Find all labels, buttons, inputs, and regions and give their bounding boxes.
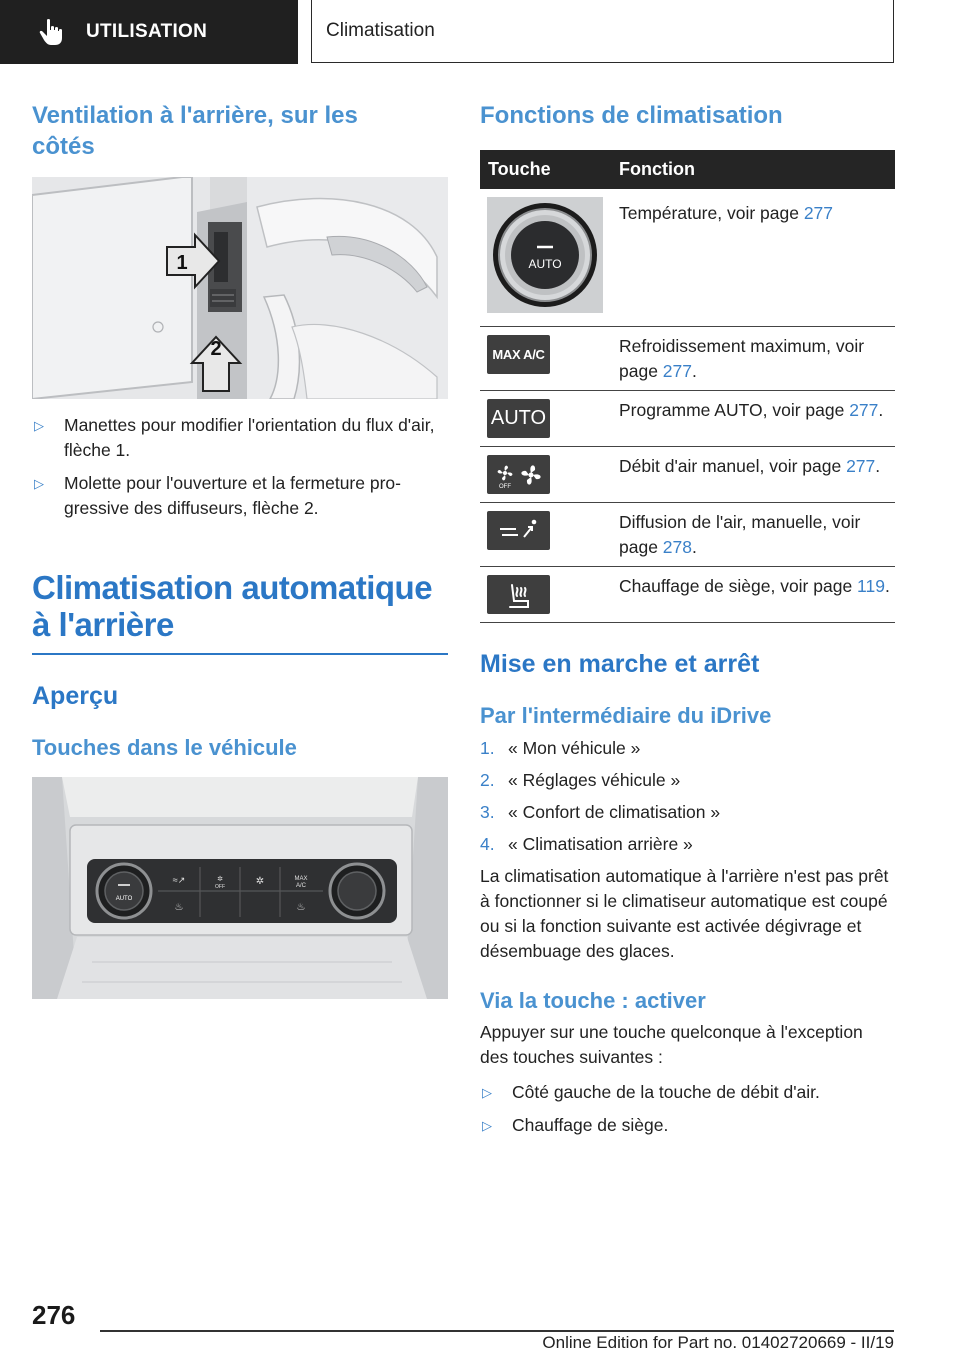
page-link[interactable]: 277	[846, 456, 876, 476]
heading-ventilation: Ventilation à l'arrière, sur les côtés	[32, 102, 358, 160]
table-row: AUTO Température, voir page 277	[480, 189, 895, 327]
page-link[interactable]: 278	[662, 537, 692, 557]
max-ac-icon: MAX A/C	[487, 335, 550, 374]
list-item: 3. « Confort de climatisation »	[480, 802, 721, 822]
heading-marche-arret: Mise en marche et arrêt	[480, 650, 760, 678]
section-title: UTILISATION	[86, 21, 208, 42]
list-item: ▷ Molette pour l'ouverture et la fermeture progressive des diffuseurs, flèche 2.	[32, 471, 448, 521]
svg-text:♨: ♨	[296, 901, 306, 913]
page-number: 276	[32, 1300, 76, 1330]
heading-climatisation-arriere: Climatisation automatique à l'arrière	[32, 569, 433, 643]
table-row: Diffusion de l'air, manuelle, voir page 278.	[480, 503, 895, 567]
list-item: 1. « Mon véhicule »	[480, 738, 641, 758]
fan-icon	[487, 455, 550, 494]
left-column	[32, 100, 448, 999]
temperature-knob-icon	[487, 197, 603, 313]
svg-text:✲: ✲	[255, 875, 265, 887]
functions-table	[480, 150, 895, 623]
table-row: Chauffage de siège, voir page 119.	[480, 567, 895, 623]
list-item: ▷ Chauffage de siège.	[480, 1113, 895, 1138]
footer-edition: Online Edition for Part no. 01402720669 - II/19	[542, 1333, 894, 1352]
svg-text:AUTO: AUTO	[528, 257, 562, 271]
door-vent-figure	[32, 177, 448, 399]
page-link[interactable]: 277	[662, 361, 692, 381]
panel-ac-label: A/C	[295, 882, 307, 889]
triangle-bullet-icon: ▷	[34, 476, 44, 491]
chapter-tab	[311, 0, 894, 63]
arrow-label-2: 2	[210, 338, 222, 360]
page-link[interactable]: 277	[849, 400, 879, 420]
column-header-fonction: Fonction	[619, 150, 895, 189]
steps-list	[480, 736, 895, 857]
column-header-touche: Touche	[480, 150, 619, 189]
panel-off-label: OFF	[215, 883, 225, 890]
arrow-label-1: 1	[176, 252, 188, 274]
heading-rule	[32, 653, 448, 655]
heading-apercu: Aperçu	[32, 681, 119, 710]
footer-rule	[100, 1330, 894, 1332]
svg-text:✲: ✲	[217, 875, 223, 883]
list-item: 4. « Climatisation arrière »	[480, 834, 693, 854]
panel-max-label: MAX	[294, 875, 308, 882]
table-row: MAX A/C Refroidissement maximum, voir page 277.	[480, 327, 895, 391]
list-item: ▷ Côté gauche de la touche de débit d'air.	[480, 1080, 895, 1105]
right-column	[480, 100, 895, 1138]
hand-pointer-icon	[38, 18, 64, 46]
page-header	[0, 0, 960, 66]
svg-text:♨: ♨	[174, 901, 184, 913]
svg-text:≈↗: ≈↗	[172, 874, 186, 885]
heading-via-touche: Via la touche : activer	[480, 988, 706, 1013]
triangle-bullet-icon: ▷	[482, 1085, 492, 1100]
heading-fonctions: Fonctions de climatisation	[480, 102, 783, 129]
page-link[interactable]: 277	[803, 203, 834, 223]
list-item: 2. « Réglages véhicule »	[480, 770, 681, 790]
air-distribution-icon	[487, 511, 550, 550]
triangle-bullet-icon: ▷	[482, 1118, 492, 1133]
page-link[interactable]: 119	[857, 576, 885, 596]
triangle-bullet-icon: ▷	[34, 418, 44, 433]
paragraph-not-ready: La climatisation automatique à l'arrière n'est pas prêt à fonctionner si le climatiseur automatique est coupé ou si la fonction suivante est activée dégivrage et désembuage des glaces.	[480, 866, 889, 961]
svg-text:OFF: OFF	[499, 483, 511, 490]
seat-heating-icon	[487, 575, 550, 614]
chapter-title: Climatisation	[326, 20, 435, 41]
list-item: ▷ Manettes pour modifier l'orientation du flux d'air, flèche 1.	[32, 413, 448, 463]
paragraph-via-touche: Appuyer sur une touche quelconque à l'exception des touches suivantes :	[480, 1022, 863, 1067]
table-row: OFF Débit d'air manuel, voir page 277.	[480, 447, 895, 503]
table-row: AUTO Programme AUTO, voir page 277.	[480, 391, 895, 447]
heading-idrive: Par l'intermédiaire du iDrive	[480, 703, 772, 728]
auto-icon: AUTO	[487, 399, 550, 438]
rear-panel-figure	[32, 777, 448, 999]
heading-touches: Touches dans le véhicule	[32, 734, 297, 760]
panel-auto-label: AUTO	[115, 895, 133, 902]
section-tab	[0, 0, 298, 64]
